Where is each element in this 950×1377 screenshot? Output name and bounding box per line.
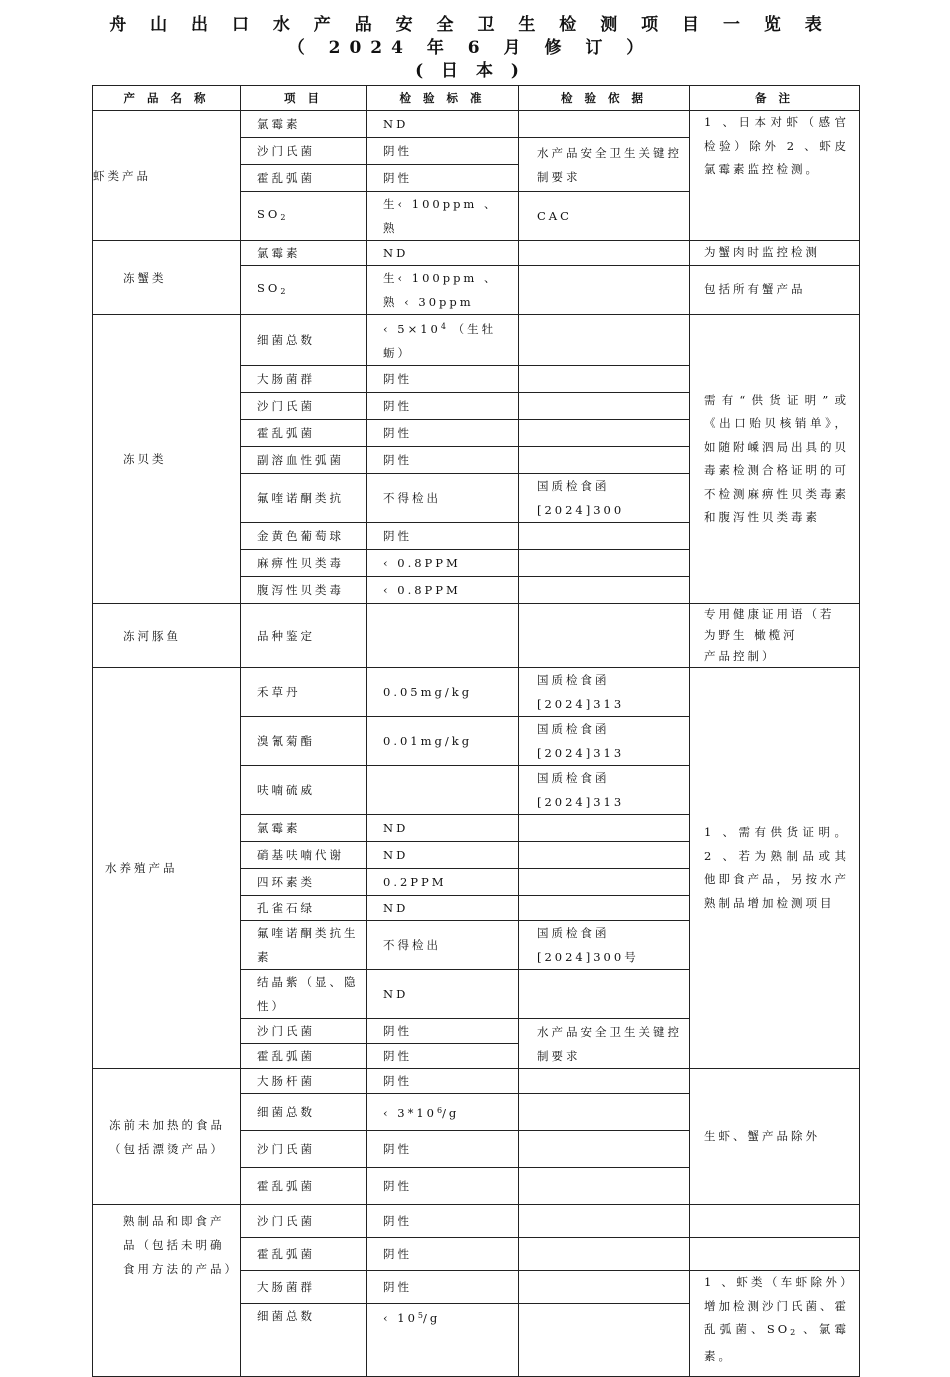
- item-cell: 沙门氏菌: [241, 138, 367, 165]
- standard-cell: 不得检出: [367, 474, 519, 523]
- table-row: [93, 315, 860, 366]
- standard-cell: 阴性: [367, 1238, 519, 1271]
- product-name-crab: 冻蟹类: [93, 241, 241, 315]
- item-cell: 氯霉素: [241, 241, 367, 266]
- basis-cell: [519, 1069, 690, 1094]
- basis-cell: [519, 1271, 690, 1304]
- standard-cell: 阴性: [367, 393, 519, 420]
- std-text: ‹ 3*10: [383, 1106, 437, 1120]
- standard-cell: 阴性: [367, 420, 519, 447]
- table-row: [93, 241, 860, 266]
- item-cell: 氟喹诺酮类抗: [241, 474, 367, 523]
- standard-cell: [367, 315, 519, 366]
- header-item: 项 目: [241, 86, 367, 111]
- header-basis: 检 验 依 据: [519, 86, 690, 111]
- item-cell: 大肠菌群: [241, 1271, 367, 1304]
- item-cell: 呋喃硫威: [241, 766, 367, 815]
- basis-cell: [519, 869, 690, 896]
- basis-cell: [519, 550, 690, 577]
- product-name-shrimp: 虾类产品: [93, 111, 241, 241]
- superscript: 4: [440, 322, 446, 331]
- standard-cell: ND: [367, 111, 519, 138]
- item-cell: 细菌总数: [241, 1304, 367, 1377]
- product-name-frozen-unheated: 冻前未加热的食品（包括漂烫产品）: [93, 1069, 241, 1205]
- basis-cell: [519, 366, 690, 393]
- basis-cell: [519, 970, 690, 1019]
- standard-cell: [367, 1094, 519, 1131]
- standard-cell: 不得检出: [367, 921, 519, 970]
- header-standard: 检 验 标 准: [367, 86, 519, 111]
- note-crab-2: 包括所有蟹产品: [690, 266, 860, 315]
- standard-cell: [367, 1304, 519, 1377]
- item-cell: 霍乱弧菌: [241, 1044, 367, 1069]
- standard-cell: 阴性: [367, 1069, 519, 1094]
- table-row: [93, 1069, 860, 1094]
- basis-cell: [519, 577, 690, 604]
- std-text: ‹ 10: [383, 1311, 418, 1325]
- item-cell: 氯霉素: [241, 815, 367, 842]
- basis-cell: [519, 393, 690, 420]
- basis-cell: [519, 604, 690, 668]
- item-cell: 沙门氏菌: [241, 393, 367, 420]
- std-text-post: （生牡蛎）: [383, 322, 497, 360]
- item-cell: 孔雀石绿: [241, 896, 367, 921]
- standard-cell: 阴性: [367, 447, 519, 474]
- basis-cell: 国质检食函 [2024]300号: [519, 921, 690, 970]
- standard-cell: 0.2PPM: [367, 869, 519, 896]
- item-cell: 麻痹性贝类毒: [241, 550, 367, 577]
- item-cell: 结晶紫（显、隐性）: [241, 970, 367, 1019]
- superscript: 6: [436, 1106, 443, 1115]
- standard-cell: 阴性: [367, 523, 519, 550]
- note-shellfish: 需有“供货证明”或《出口贻贝核销单》，如随附嵊泗局出具的贝毒素检测合格证明的可不检测麻痹性贝类毒素和腹泻性贝类毒素: [690, 315, 860, 604]
- item-cell: [241, 266, 367, 315]
- standard-cell: 0.01mg/kg: [367, 717, 519, 766]
- std-text-post: /g: [422, 1311, 441, 1325]
- basis-cell: [519, 1094, 690, 1131]
- basis-cell: [519, 241, 690, 266]
- standard-cell: 阴性: [367, 165, 519, 192]
- standard-cell: ND: [367, 896, 519, 921]
- standard-cell: ND: [367, 815, 519, 842]
- basis-cell: 水产品安全卫生关键控制要求: [519, 1019, 690, 1069]
- item-cell: 霍乱弧菌: [241, 1168, 367, 1205]
- standard-cell: 阴性: [367, 1019, 519, 1044]
- basis-cell: [519, 1205, 690, 1238]
- product-name-pufferfish: 冻河豚鱼: [93, 604, 241, 668]
- standard-cell: ‹ 0.8PPM: [367, 577, 519, 604]
- basis-cell: [519, 523, 690, 550]
- document-title: [100, 14, 840, 83]
- standard-cell: [367, 766, 519, 815]
- basis-cell: [519, 1131, 690, 1168]
- basis-cell: 国质检食函 [2024]313: [519, 668, 690, 717]
- inspection-table: [92, 85, 860, 1377]
- basis-cell: 国质检食函 [2024]313: [519, 717, 690, 766]
- header-product: 产 品 名 称: [93, 86, 241, 111]
- title-line-2: ( 日 本 ): [415, 61, 525, 81]
- note-line: 产品控制）: [704, 649, 777, 663]
- standard-cell: ND: [367, 241, 519, 266]
- note-cell: [690, 1238, 860, 1271]
- item-text: SO: [257, 281, 281, 295]
- note-text: 1 、虾类（车虾除外）增加检测沙门氏菌、霍乱弧菌、SO: [704, 1275, 849, 1336]
- standard-cell: ‹ 0.8PPM: [367, 550, 519, 577]
- note-text-post: 、氯霉素。: [704, 1322, 850, 1363]
- item-cell: 品种鉴定: [241, 604, 367, 668]
- item-cell: 氯霉素: [241, 111, 367, 138]
- item-cell: 金黄色葡萄球: [241, 523, 367, 550]
- header-note: 备 注: [690, 86, 860, 111]
- subscript: 2: [280, 213, 286, 222]
- item-cell: 大肠菌群: [241, 366, 367, 393]
- standard-cell: 0.05mg/kg: [367, 668, 519, 717]
- note-crab-1: 为蟹肉时监控检测: [690, 241, 860, 266]
- standard-cell: 阴性: [367, 1131, 519, 1168]
- note-aquaculture: 1 、需有供货证明。 2 、若为熟制品或其他即食产品，另按水产熟制品增加检测项目: [690, 668, 860, 1069]
- basis-cell: [519, 842, 690, 869]
- table-row: [93, 668, 860, 717]
- basis-cell: [519, 896, 690, 921]
- table-row: [93, 111, 860, 138]
- item-cell: 沙门氏菌: [241, 1131, 367, 1168]
- table-row: [93, 604, 860, 668]
- subscript: 2: [280, 287, 286, 296]
- item-cell: 沙门氏菌: [241, 1205, 367, 1238]
- item-text: SO: [257, 207, 281, 221]
- product-name-aquaculture: 水养殖产品: [93, 668, 241, 1069]
- table-row: [93, 1205, 860, 1238]
- basis-cell: [519, 1238, 690, 1271]
- item-cell: 细菌总数: [241, 315, 367, 366]
- note-line: 为野生 橄榄河: [704, 628, 798, 642]
- basis-cell: [519, 266, 690, 315]
- standard-cell: 阴性: [367, 1271, 519, 1304]
- standard-cell: ND: [367, 842, 519, 869]
- item-cell: 霍乱弧菌: [241, 1238, 367, 1271]
- std-text-post: /g: [442, 1106, 460, 1120]
- standard-cell: 生‹ 100ppm 、熟 ‹ 30ppm: [367, 266, 519, 315]
- subscript: 2: [790, 1328, 796, 1337]
- product-name-shellfish: 冻贝类: [93, 315, 241, 604]
- basis-cell: CAC: [519, 192, 690, 241]
- standard-cell: [367, 604, 519, 668]
- note-pufferfish: [690, 604, 860, 668]
- std-text: ‹ 5×10: [383, 322, 441, 336]
- basis-cell: [519, 447, 690, 474]
- item-cell: 腹泻性贝类毒: [241, 577, 367, 604]
- title-line-1: 舟 山 出 口 水 产 品 安 全 卫 生 检 测 项 目 一 览 表 （ 2024 年 6 月 修 订 ）: [109, 15, 831, 58]
- product-name-cooked: 熟制品和即食产品（包括未明确食用方法的产品）: [93, 1205, 241, 1377]
- standard-cell: 生‹ 100ppm 、熟: [367, 192, 519, 241]
- standard-cell: 阴性: [367, 1044, 519, 1069]
- standard-cell: 阴性: [367, 1168, 519, 1205]
- item-cell: 禾草丹: [241, 668, 367, 717]
- standard-cell: 阴性: [367, 138, 519, 165]
- note-cooked: [690, 1271, 860, 1377]
- basis-cell: [519, 815, 690, 842]
- basis-cell: [519, 1304, 690, 1377]
- note-cell: [690, 1205, 860, 1238]
- basis-cell: [519, 315, 690, 366]
- basis-cell: [519, 420, 690, 447]
- standard-cell: 阴性: [367, 366, 519, 393]
- basis-cell: 国质检食函 [2024]300: [519, 474, 690, 523]
- note-shrimp: 1 、日本对虾（感官检验）除外 2 、虾皮氯霉素监控检测。: [690, 111, 860, 241]
- item-cell: 硝基呋喃代谢: [241, 842, 367, 869]
- item-cell: 细菌总数: [241, 1094, 367, 1131]
- item-cell: 四环素类: [241, 869, 367, 896]
- basis-cell: 水产品安全卫生关键控制要求: [519, 138, 690, 192]
- basis-cell: [519, 1168, 690, 1205]
- item-cell: 沙门氏菌: [241, 1019, 367, 1044]
- superscript: 5: [417, 1311, 423, 1320]
- header-row: [93, 86, 860, 111]
- note-frozen-unheated: 生虾、蟹产品除外: [690, 1069, 860, 1205]
- item-cell: 氟喹诺酮类抗生素: [241, 921, 367, 970]
- basis-cell: [519, 111, 690, 138]
- standard-cell: ND: [367, 970, 519, 1019]
- standard-cell: 阴性: [367, 1205, 519, 1238]
- item-cell: 霍乱弧菌: [241, 165, 367, 192]
- item-cell: 溴氰菊酯: [241, 717, 367, 766]
- item-cell: 副溶血性弧菌: [241, 447, 367, 474]
- note-line: 专用健康证用语（若: [704, 607, 835, 621]
- item-cell: [241, 192, 367, 241]
- item-cell: 霍乱弧菌: [241, 420, 367, 447]
- basis-cell: 国质检食函 [2024]313: [519, 766, 690, 815]
- item-cell: 大肠杆菌: [241, 1069, 367, 1094]
